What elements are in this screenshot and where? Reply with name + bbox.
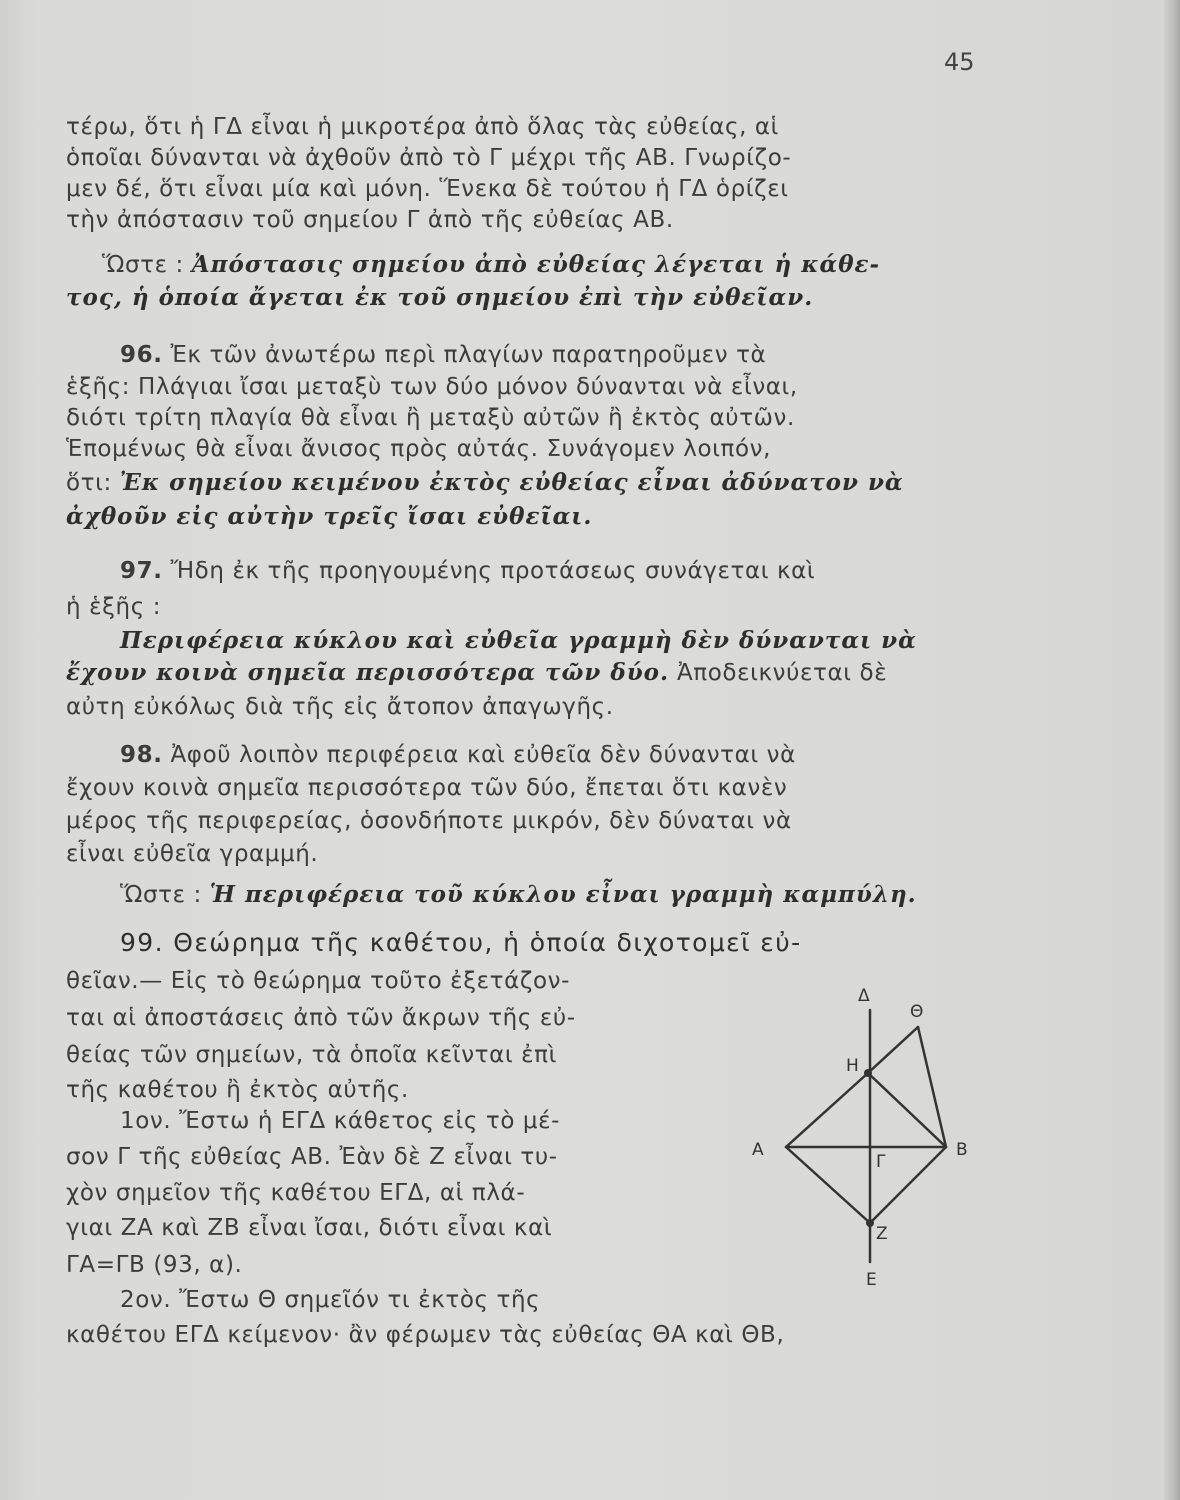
text-span: Ἤδη ἐκ τῆς προηγουμένης προτάσεως συνάγεται καὶ bbox=[170, 558, 816, 584]
text-line: τὴν ἀπόστασιν τοῦ σημείου Γ ἀπὸ τῆς εὐθείας ΑΒ. bbox=[66, 207, 674, 233]
text-span: Ἀφοῦ λοιπὸν περιφέρεια καὶ εὐθεῖα δὲν δύνανται νὰ bbox=[170, 742, 796, 768]
text-line: ὁποῖαι δύνανται νὰ ἀχθοῦν ἀπὸ τὸ Γ μέχρι τῆς ΑΒ. Γνωρίζο- bbox=[66, 145, 792, 171]
label-alpha: Α bbox=[752, 1140, 764, 1160]
geometry-figure bbox=[752, 975, 1000, 1295]
text-span: ὅτι: bbox=[66, 470, 120, 496]
text-line: ἔχουν κοινὰ σημεῖα περισσότερα τῶν δύο, ἔπεται ὅτι κανὲν bbox=[66, 775, 788, 801]
definition-prefix: Ὥστε : bbox=[102, 252, 192, 278]
text-line: σον Γ τῆς εὐθείας ΑΒ. Ἐὰν δὲ Ζ εἶναι τυ- bbox=[66, 1144, 558, 1170]
text-line: 1ον. Ἔστω ἡ ΕΓΔ κάθετος εἰς τὸ μέ- bbox=[120, 1108, 561, 1134]
paragraph-number: 98. bbox=[120, 742, 163, 768]
text-line: ται αἱ ἀποστάσεις ἀπὸ τῶν ἄκρων τῆς εὐ- bbox=[66, 1005, 576, 1031]
text-line: καθέτου ΕΓΔ κείμενον· ἂν φέρωμεν τὰς εὐθείας ΘΑ καὶ ΘΒ, bbox=[66, 1322, 785, 1348]
definition-line: τος, ἡ ὁποία ἄγεται ἐκ τοῦ σημείου ἐπὶ τὴν εὐθεῖαν. bbox=[66, 284, 814, 311]
line-theta-b bbox=[918, 1027, 946, 1147]
line-h-theta bbox=[868, 1027, 918, 1073]
text-line: γιαι ΖΑ καὶ ΖΒ εἶναι ἴσαι, διότι εἶναι καὶ bbox=[66, 1215, 553, 1241]
text-line: 2ον. Ἔστω Θ σημεῖόν τι ἐκτὸς τῆς bbox=[120, 1287, 541, 1313]
label-eta: Η bbox=[846, 1056, 859, 1076]
line-ah bbox=[786, 1073, 868, 1147]
text-line: τέρω, ὅτι ἡ ΓΔ εἶναι ἡ μικροτέρα ἀπὸ ὅλας τὰς εὐθείας, αἱ bbox=[66, 114, 780, 140]
italic-span: Ἡ περιφέρεια τοῦ κύκλου εἶναι γραμμὴ καμπύλη. bbox=[209, 881, 917, 908]
definition-line bbox=[66, 250, 984, 280]
definition-italic: Ἀπόστασις σημείου ἀπὸ εὐθείας λέγεται ἡ κάθε- bbox=[191, 251, 881, 278]
point-h bbox=[864, 1069, 872, 1077]
point-z bbox=[866, 1219, 874, 1227]
page-edge bbox=[1164, 0, 1180, 1500]
text-line: Περιφέρεια κύκλου καὶ εὐθεῖα γραμμὴ δὲν δύνανται νὰ bbox=[120, 627, 917, 654]
text-line: χὸν σημεῖον τῆς καθέτου ΕΓΔ, αἱ πλά- bbox=[66, 1180, 526, 1206]
text-line: μέρος τῆς περιφερείας, ὁσονδήποτε μικρόν, δὲν δύναται νὰ bbox=[66, 808, 792, 834]
text-line: ΓΑ=ΓΒ (93, α). bbox=[66, 1252, 243, 1278]
figure-svg bbox=[752, 975, 1000, 1295]
text-line: θεῖαν.— Εἰς τὸ θεώρημα τοῦτο ἐξετάζον- bbox=[66, 968, 571, 994]
text-line: θείας τῶν σημείων, τὰ ὁποῖα κεῖνται ἐπὶ bbox=[66, 1042, 558, 1068]
paragraph-97-line bbox=[66, 556, 984, 586]
italic-span: Ἐκ σημείου κειμένου ἐκτὸς εὐθείας εἶναι ἀδύνατον νὰ bbox=[119, 469, 904, 496]
text-line bbox=[66, 880, 984, 910]
label-gamma: Γ bbox=[876, 1152, 886, 1172]
text-span: Ἐκ τῶν ἀνωτέρω περὶ πλαγίων παρατηροῦμεν τὰ bbox=[170, 342, 767, 368]
paragraph-98-line bbox=[66, 740, 984, 770]
page-number: 45 bbox=[944, 48, 975, 76]
label-delta: Δ bbox=[858, 986, 870, 1006]
text-line: τῆς καθέτου ἢ ἐκτὸς αὐτῆς. bbox=[66, 1077, 409, 1103]
line-az bbox=[786, 1147, 870, 1223]
text-line bbox=[66, 658, 984, 688]
text-line: διότι τρίτη πλαγία θὰ εἶναι ἢ μεταξὺ αὐτῶν ἢ ἐκτὸς αὐτῶν. bbox=[66, 405, 795, 431]
text-line: ἑξῆς: Πλάγιαι ἴσαι μεταξὺ των δύο μόνον δύνανται νὰ εἶναι, bbox=[66, 374, 798, 400]
paragraph-number: 96. bbox=[120, 342, 163, 368]
text-line: ἀχθοῦν εἰς αὐτὴν τρεῖς ἴσαι εὐθεῖαι. bbox=[66, 503, 593, 530]
text-line: Ἑπομένως θὰ εἶναι ἄνισος πρὸς αὐτάς. Συνάγομεν λοιπόν, bbox=[66, 436, 771, 462]
paragraph-96-line bbox=[66, 340, 984, 370]
text-span: Ἀποδεικνύεται δὲ bbox=[676, 660, 888, 686]
label-epsilon: Ε bbox=[866, 1270, 877, 1290]
italic-span: ἔχουν κοινὰ σημεῖα περισσότερα τῶν δύο. bbox=[66, 659, 670, 686]
text-line: αὐτη εὐκόλως διὰ τῆς εἰς ἄτοπον ἀπαγωγῆς. bbox=[66, 694, 614, 720]
label-zeta: Ζ bbox=[876, 1224, 888, 1244]
text-line bbox=[66, 468, 984, 498]
text-span: Ὥστε : bbox=[120, 882, 210, 908]
text-line: εἶναι εὐθεῖα γραμμή. bbox=[66, 841, 319, 867]
line-hb bbox=[868, 1073, 946, 1147]
label-beta: Β bbox=[956, 1140, 968, 1160]
text-line: μεν δέ, ὅτι εἶναι μία καὶ μόνη. Ἕνεκα δὲ τούτου ἡ ΓΔ ὁρίζει bbox=[66, 176, 789, 202]
paragraph-number: 97. bbox=[120, 558, 163, 584]
label-theta: Θ bbox=[910, 1002, 924, 1022]
text-line: ἡ ἑξῆς : bbox=[66, 594, 162, 620]
section-heading: 99. Θεώρημα τῆς καθέτου, ἡ ὁποία διχοτομεῖ εὐ- bbox=[120, 928, 802, 957]
